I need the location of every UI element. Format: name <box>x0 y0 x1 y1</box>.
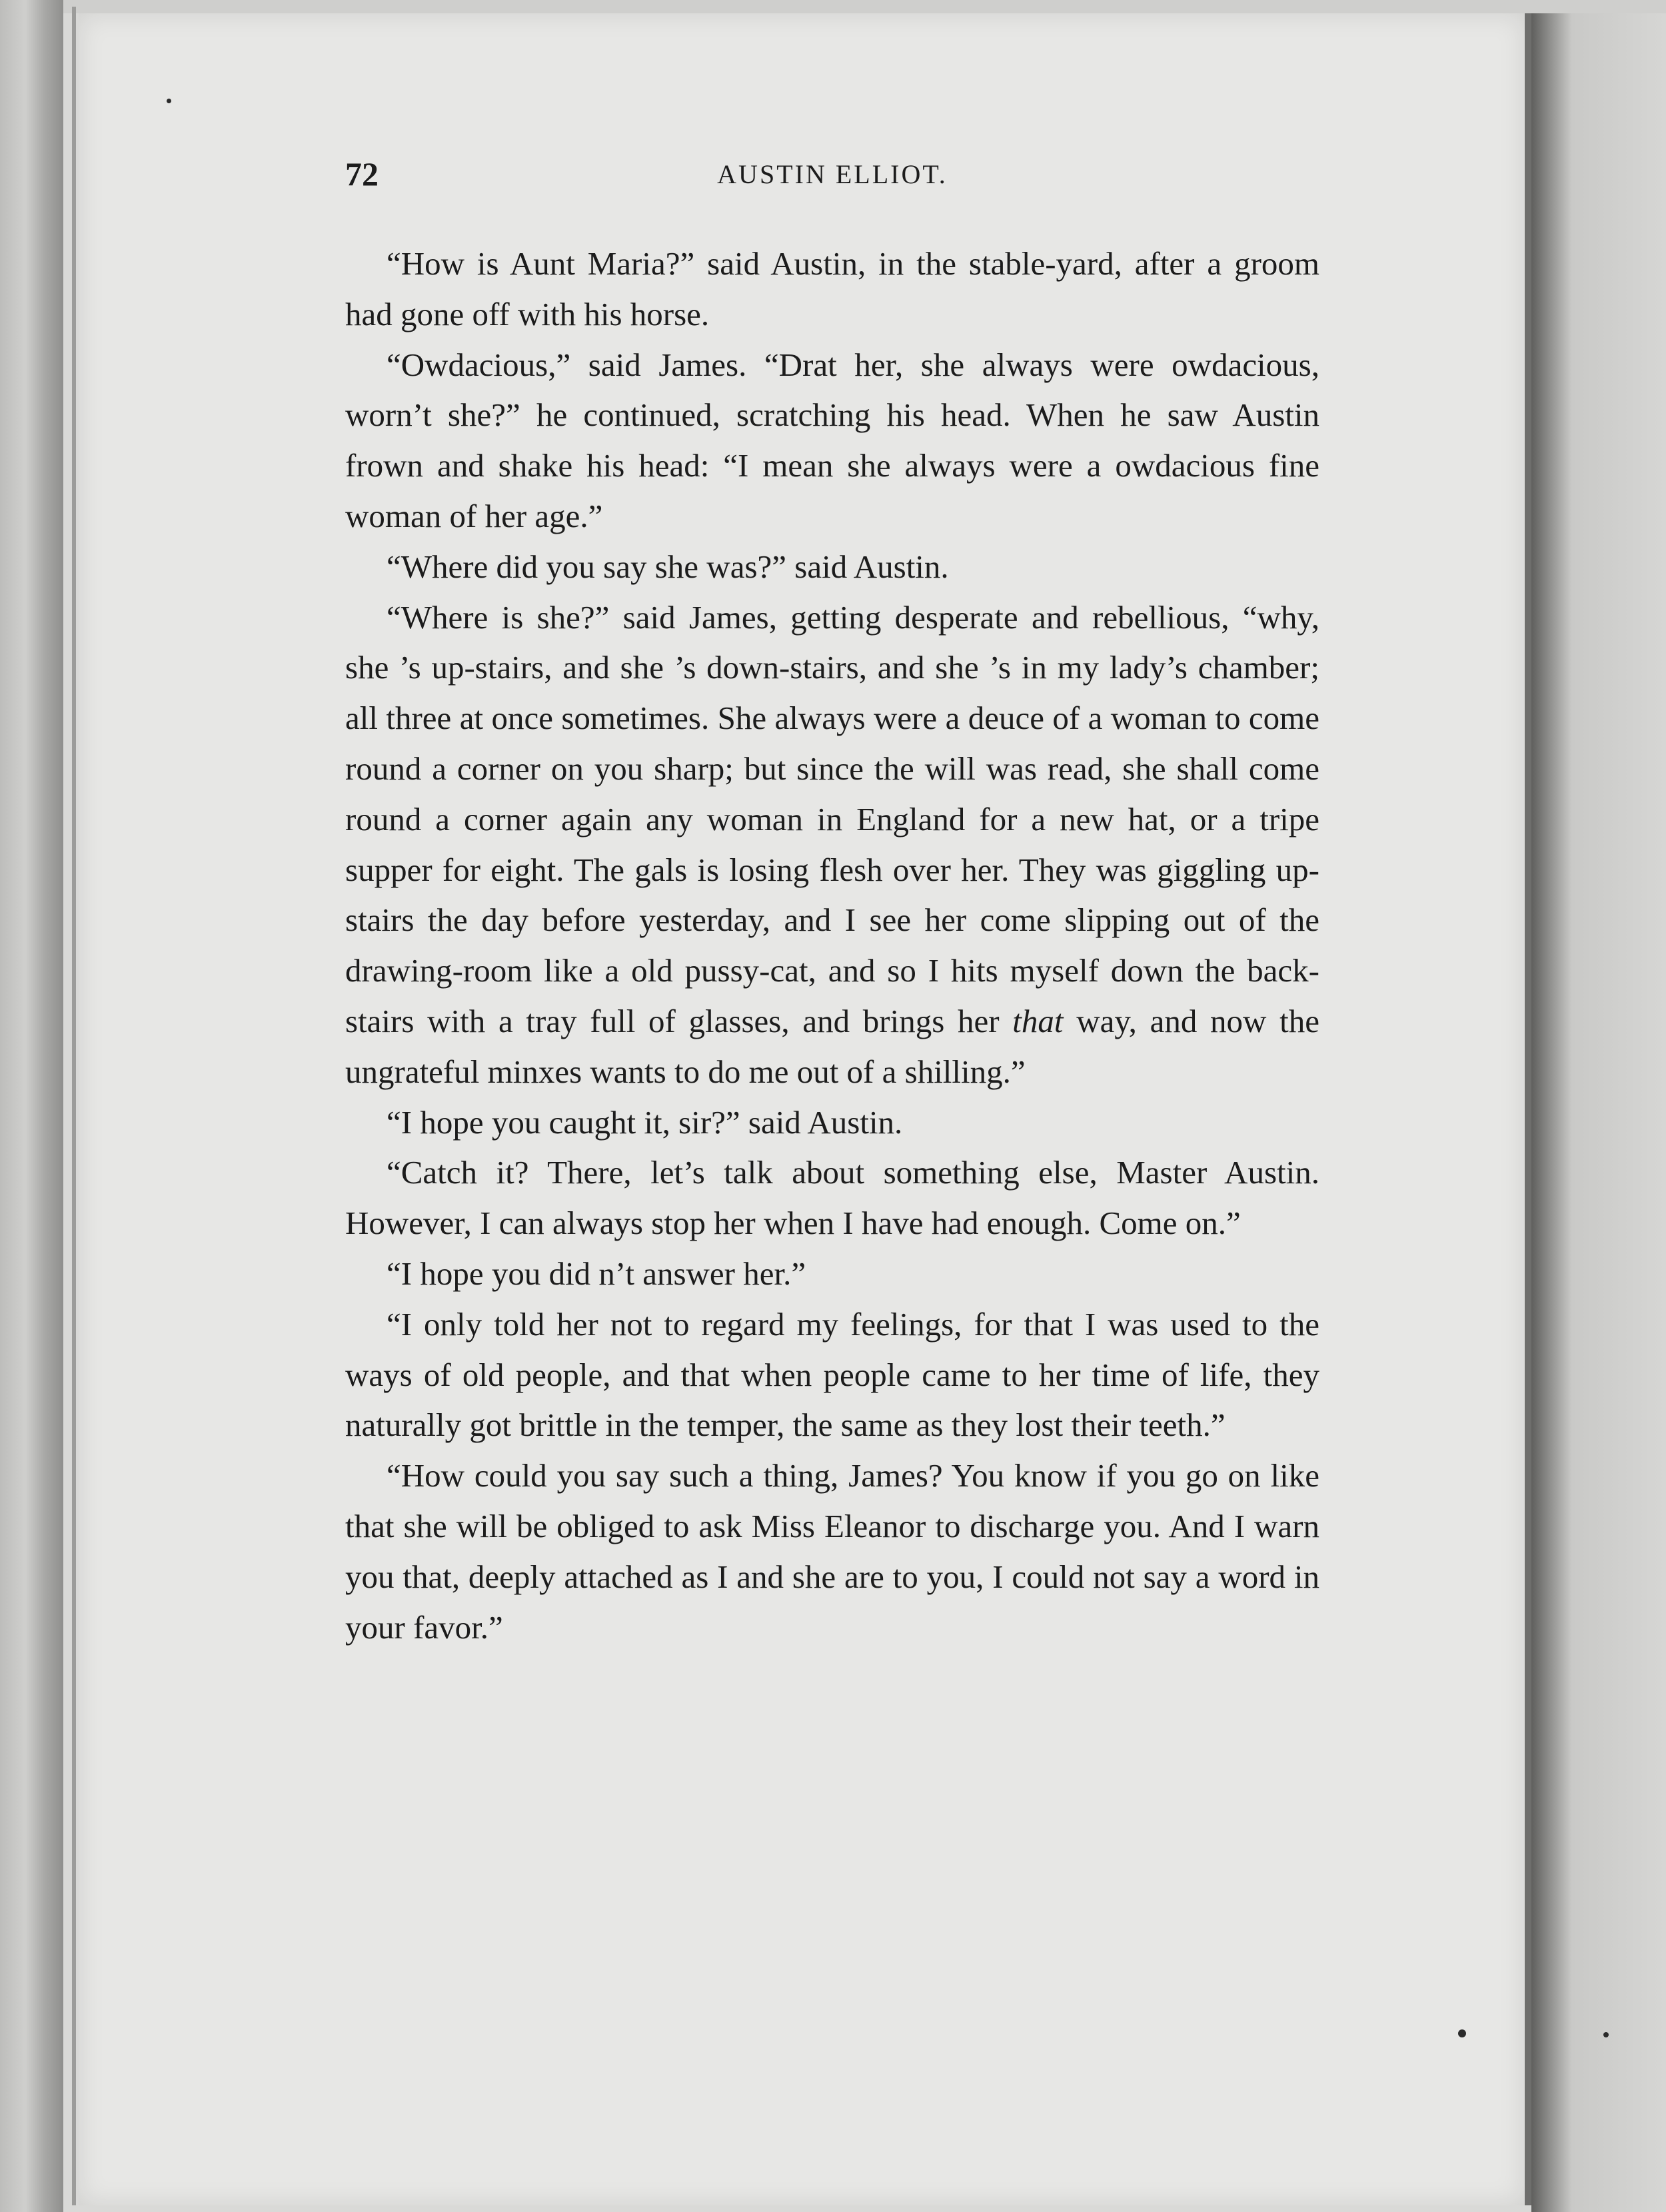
paragraph: “How is Aunt Maria?” said Austin, in the stable-yard, after a groom had gone off with his horse. <box>345 245 1319 332</box>
paragraph: “Catch it? There, let’s talk about something else, Master Austin. However, I can always stop her when I have had enough. Come on.” <box>345 1154 1319 1242</box>
paragraph: “Where did you say she was?” said Austin. <box>387 548 949 585</box>
paragraph: “I hope you did n’t answer her.” <box>387 1255 806 1292</box>
body-text <box>345 239 1319 1652</box>
paragraph: “I only told her not to regard my feelings, for that I was used to the ways of old people, and that when people came to her time of life, they naturally got brittle in the temper, the same as they lost their teeth.” <box>345 1305 1319 1444</box>
page-number: 72 <box>345 155 379 193</box>
page-header <box>345 155 1319 201</box>
paragraph <box>345 592 1319 1097</box>
print-speck <box>1458 2029 1466 2037</box>
print-speck <box>1603 2032 1609 2037</box>
print-speck <box>167 99 171 103</box>
paragraph: “How could you say such a thing, James? You know if you go on like that she will be obliged to ask Miss Eleanor to discharge you. And I warn you that, deeply attached as I and she are to you, I could not say a word in your favor.” <box>345 1457 1319 1646</box>
binding-edge-line <box>72 7 76 2205</box>
book-binding-gutter <box>0 0 63 2212</box>
running-title: AUSTIN ELLIOT. <box>717 159 948 189</box>
paragraph: “I hope you caught it, sir?” said Austin. <box>387 1103 903 1141</box>
paragraph-text: “Where is she?” said James, getting desperate and rebellious, “why, she ’s up-stairs, and she ’s down-stairs, and she ’s in my lady’s chamber; all three at once sometimes. She always were a deuce of a woman to come round a corner on you sharp; but since the will was read, she shall come round a corner again any woman in England for a new hat, or a tripe supper for eight. The gals is losing flesh over her. They was giggling up-stairs the day before yesterday, and I see her come slipping out of the drawing-room like a old pussy-cat, and so I hits myself down the back-stairs with a tray full of glasses, and brings her <box>345 598 1319 1039</box>
italic-emphasis: that <box>1012 1002 1064 1039</box>
scan-top-margin <box>0 0 1666 13</box>
adjacent-page-sliver <box>1531 13 1666 2212</box>
page-fold-edge <box>1525 13 1531 2205</box>
paragraph: “Owdacious,” said James. “Drat her, she always were owdacious, worn’t she?” he continued, scratching his head. When he saw Austin frown and shake his head: “I mean she always were a owdacious fine woman of her age.” <box>345 346 1319 534</box>
paragraph-text: way, and now the ungrateful minxes wants to do me out of a shilling.” <box>345 1002 1319 1090</box>
